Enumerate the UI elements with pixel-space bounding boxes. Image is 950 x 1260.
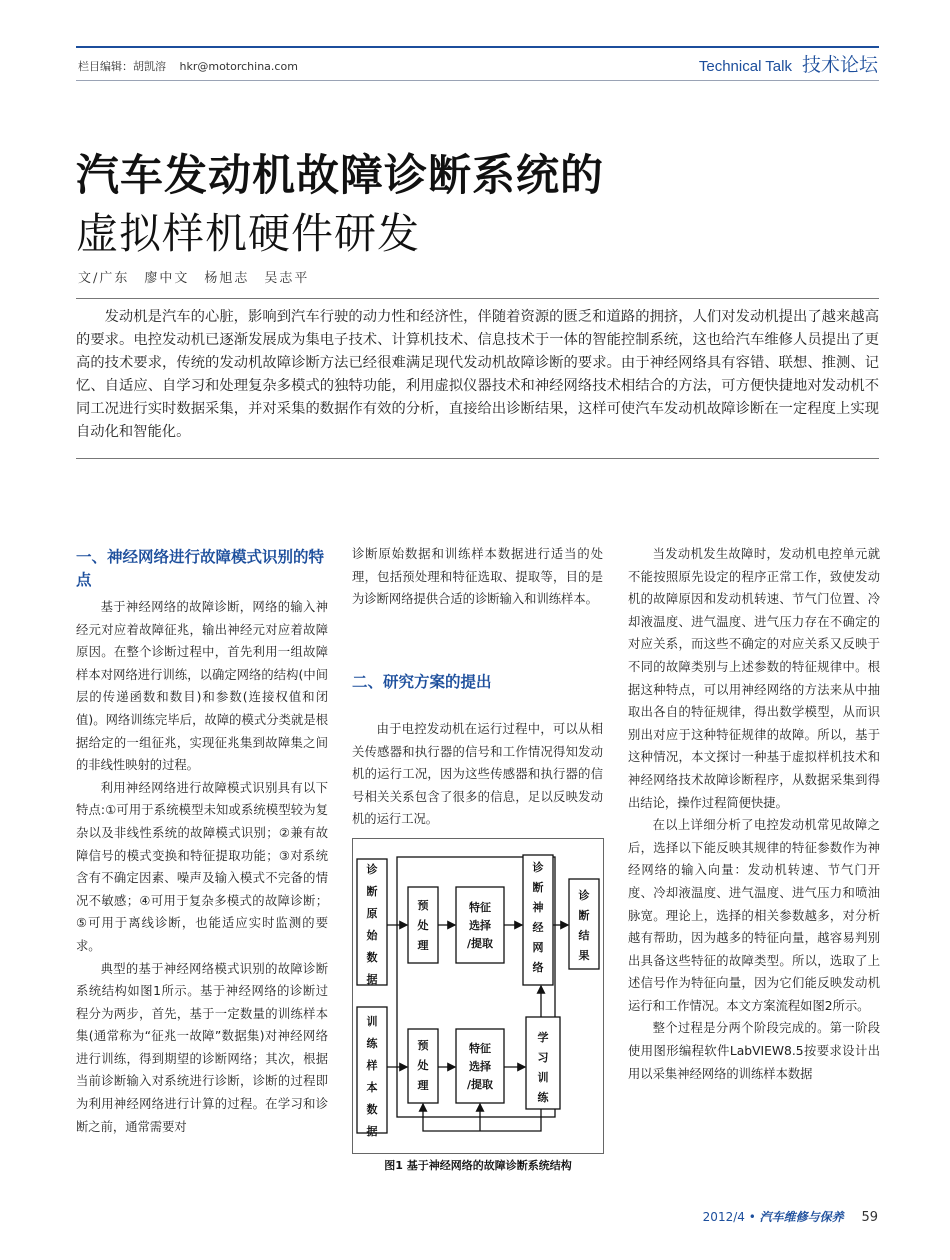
- figure-label-feat2: 特征: [469, 1042, 491, 1055]
- article-title-line2: 虚拟样机硬件研发: [76, 209, 421, 258]
- figure-label-diag-result: 果: [578, 949, 590, 962]
- figure-label-feat2: /提取: [466, 1078, 494, 1091]
- figure-label-learn: 学: [537, 1031, 549, 1044]
- header-rule: [76, 80, 879, 81]
- figure-label-diag-raw: 始: [366, 929, 378, 942]
- page-number: 59: [861, 1210, 878, 1225]
- section-label-zh: 技术论坛: [801, 54, 878, 76]
- figure-label-diag-result: 断: [578, 909, 590, 922]
- figure-label-feat2: 选择: [469, 1060, 491, 1073]
- figure-label-diag-result: 结: [578, 929, 590, 942]
- figure-label-pre2: 处: [417, 1059, 429, 1072]
- figure-label-diag-net: 经: [532, 921, 544, 934]
- section2-heading: 二、研究方案的提出: [352, 673, 492, 691]
- paragraph: 整个过程是分两个阶段完成的。第一阶段使用图形编程软件LabVIEW8.5按要求设计出用以采集神经网络的训练样本数据: [628, 1021, 880, 1081]
- footer: [703, 1208, 878, 1225]
- figure-label-diag-net: 网: [532, 941, 544, 954]
- byline: 文/广东 廖中文 杨旭志 吴志平: [78, 271, 310, 286]
- box-diagnosis-raw-data: [357, 859, 387, 985]
- figure-label-diag-raw: 据: [366, 973, 378, 986]
- paragraph: 利用神经网络进行故障模式识别具有以下特点:①可用于系统模型未知或系统模型较为复杂以及非线性系统的故障模式识别；②兼有故障信号的模式变换和特征提取功能；③对系统含有不确定因素、噪声及输入模式不完备的情况不敏感；④可用于复杂多模式的故障诊断；⑤可用于离线诊断，也能适应实时监测的要求。: [76, 780, 328, 953]
- column-2-top: [352, 543, 603, 611]
- figure-label-diag-raw: 断: [366, 885, 378, 898]
- header-top-rule: [76, 46, 879, 48]
- figure-1: [352, 838, 604, 1154]
- figure-label-train-data: 据: [366, 1125, 378, 1138]
- abstract-bottom-rule: [76, 458, 879, 459]
- figure-label-train-data: 数: [366, 1103, 378, 1116]
- figure-label-train-data: 训: [366, 1015, 378, 1028]
- figure-1-diagram: [353, 839, 603, 1153]
- section-label-en: Technical Talk: [698, 58, 792, 75]
- figure-label-train-data: 本: [366, 1081, 378, 1094]
- figure-label-diag-net: 神: [532, 901, 544, 914]
- figure-label-pre1: 预: [417, 899, 429, 912]
- abstract: 发动机是汽车的心脏，影响到汽车行驶的动力性和经济性，伴随着资源的匮乏和道路的拥挤，人们对发动机提出了越来越高的要求。电控发动机已逐渐发展成为集电子技术、计算机技术、信息技术于一体的智能控制系统，这也给汽车维修人员提出了更高的技术要求，传统的发动机故障诊断方法已经很难满足现代发动机故障诊断的要求。由于神经网络具有容错、联想、推测、记忆、自适应、自学习和处理复杂多模式的独特功能，利用虚拟仪器技术和神经网络技术相结合的方法，可方便快捷地对发动机不同工况进行实时数据采集，并对采集的数据作有效的分析，直接给出诊断结果，这样可使汽车发动机故障诊断在一定程度上实现自动化和智能化。: [76, 309, 879, 440]
- column-3: [628, 543, 880, 1085]
- figure-label-learn: 训: [537, 1071, 549, 1084]
- paragraph: 典型的基于神经网络模式识别的故障诊断系统结构如图1所示。基于神经网络的诊断过程分为两步，首先，基于一定数量的训练样本集(通常称为“征兆一故障”数据集)对神经网络进行训练，得到期望的诊断网络；其次，根据当前诊断输入对系统进行诊断，诊断的过程即为利用神经网络进行计算的过程。在学习和诊断之前，通常需要对: [76, 961, 328, 1134]
- figure-label-diag-raw: 原: [366, 907, 378, 920]
- column-editor-line: [78, 58, 298, 74]
- figure-label-pre2: 预: [417, 1039, 429, 1052]
- paragraph: 由于电控发动机在运行过程中，可以从相关传感器和执行器的信号和工作情况得知发动机的运行工况，因为这些传感器和执行器的信号相关关系包含了很多的信息，足以反映发动机的运行工况。: [352, 722, 603, 827]
- figure-label-pre1: 处: [417, 919, 429, 932]
- column-1: [76, 596, 328, 1138]
- editor-email: hkr@motorchina.com: [179, 60, 298, 73]
- paragraph: 基于神经网络的故障诊断，网络的输入神经元对应着故障征兆，输出神经元对应着故障原因。在整个诊断过程中，首先利用一组故障样本对网络进行训练，以确定网络的结构(中间层的传递函数和数目)和参数(连接权值和闭值)。网络训练完毕后，故障的模式分类就是根据给定的一组征兆，实现征兆集到故障集之间的非线性映射的过程。: [76, 600, 328, 773]
- paragraph: 在以上详细分析了电控发动机常见故障之后，选择以下能反映其规律的特征参数作为神经网络的输入向量：发动机转速、节气门开度、冷却液温度、进气温度、进气压力和喷油脉宽。理论上，选择的相关参数越多，对分析越有帮助，因为越多的特征向量，越容易判别出具备这些特征的故障类型。所以，选取了上述信号作为特征向量，因为它们能反映发动机运行和工作情况。本文方案流程如图2所示。: [628, 818, 880, 1013]
- figure-label-feat1: /提取: [466, 937, 494, 950]
- figure-label-learn: 习: [537, 1051, 549, 1064]
- section1-heading: 一、神经网络进行故障模式识别的特点: [76, 548, 325, 589]
- figure-label-diag-net: 断: [532, 881, 544, 894]
- section-label: [699, 50, 878, 77]
- abstract-top-rule: [76, 298, 879, 299]
- figure-label-feat1: 选择: [469, 919, 491, 932]
- figure-label-diag-raw: 数: [366, 951, 378, 964]
- figure-label-feat1: 特征: [469, 901, 491, 914]
- footer-issue: 2012/4 •: [702, 1210, 756, 1224]
- figure-label-pre2: 理: [417, 1079, 429, 1092]
- figure-1-caption: 图1 基于神经网络的故障诊断系统结构: [384, 1159, 572, 1172]
- figure-label-learn: 练: [537, 1091, 549, 1104]
- figure-label-diag-raw: 诊: [366, 863, 378, 876]
- figure-label-train-data: 样: [366, 1059, 378, 1072]
- figure-label-diag-result: 诊: [578, 889, 590, 902]
- footer-magazine: 汽车维修与保养: [759, 1210, 844, 1224]
- column-2-bottom: [352, 718, 603, 831]
- column-editor: 栏目编辑：胡凯溶: [78, 60, 166, 73]
- article-title-line1: 汽车发动机故障诊断系统的: [76, 151, 604, 201]
- figure-label-diag-net: 诊: [532, 861, 544, 874]
- figure-label-pre1: 理: [417, 939, 429, 952]
- figure-label-diag-net: 络: [532, 961, 544, 974]
- paragraph: 当发动机发生故障时，发动机电控单元就不能按照原先设定的程序正常工作，致使发动机的故障原因和发动机转速、节气门位置、冷却液温度、进气温度、进气压力存在不确定的对应关系，而这些不确定的对应关系又反映于不同的故障类别与上述参数的特征规律中。根据这种特点，可以用神经网络的方法来从中抽取出各自的特征规律，得出数学模型，从而识别出对应于这种特征规律的故障。所以，基于这种情况，本文探讨一种基于虚拟样机技术和神经网络技术故障诊断程序，从数据采集到得出结论，操作过程简便快捷。: [628, 547, 880, 810]
- paragraph: 诊断原始数据和训练样本数据进行适当的处理，包括预处理和特征选取、提取等，目的是为诊断网络提供合适的诊断输入和训练样本。: [352, 547, 603, 607]
- figure-label-train-data: 练: [366, 1037, 378, 1050]
